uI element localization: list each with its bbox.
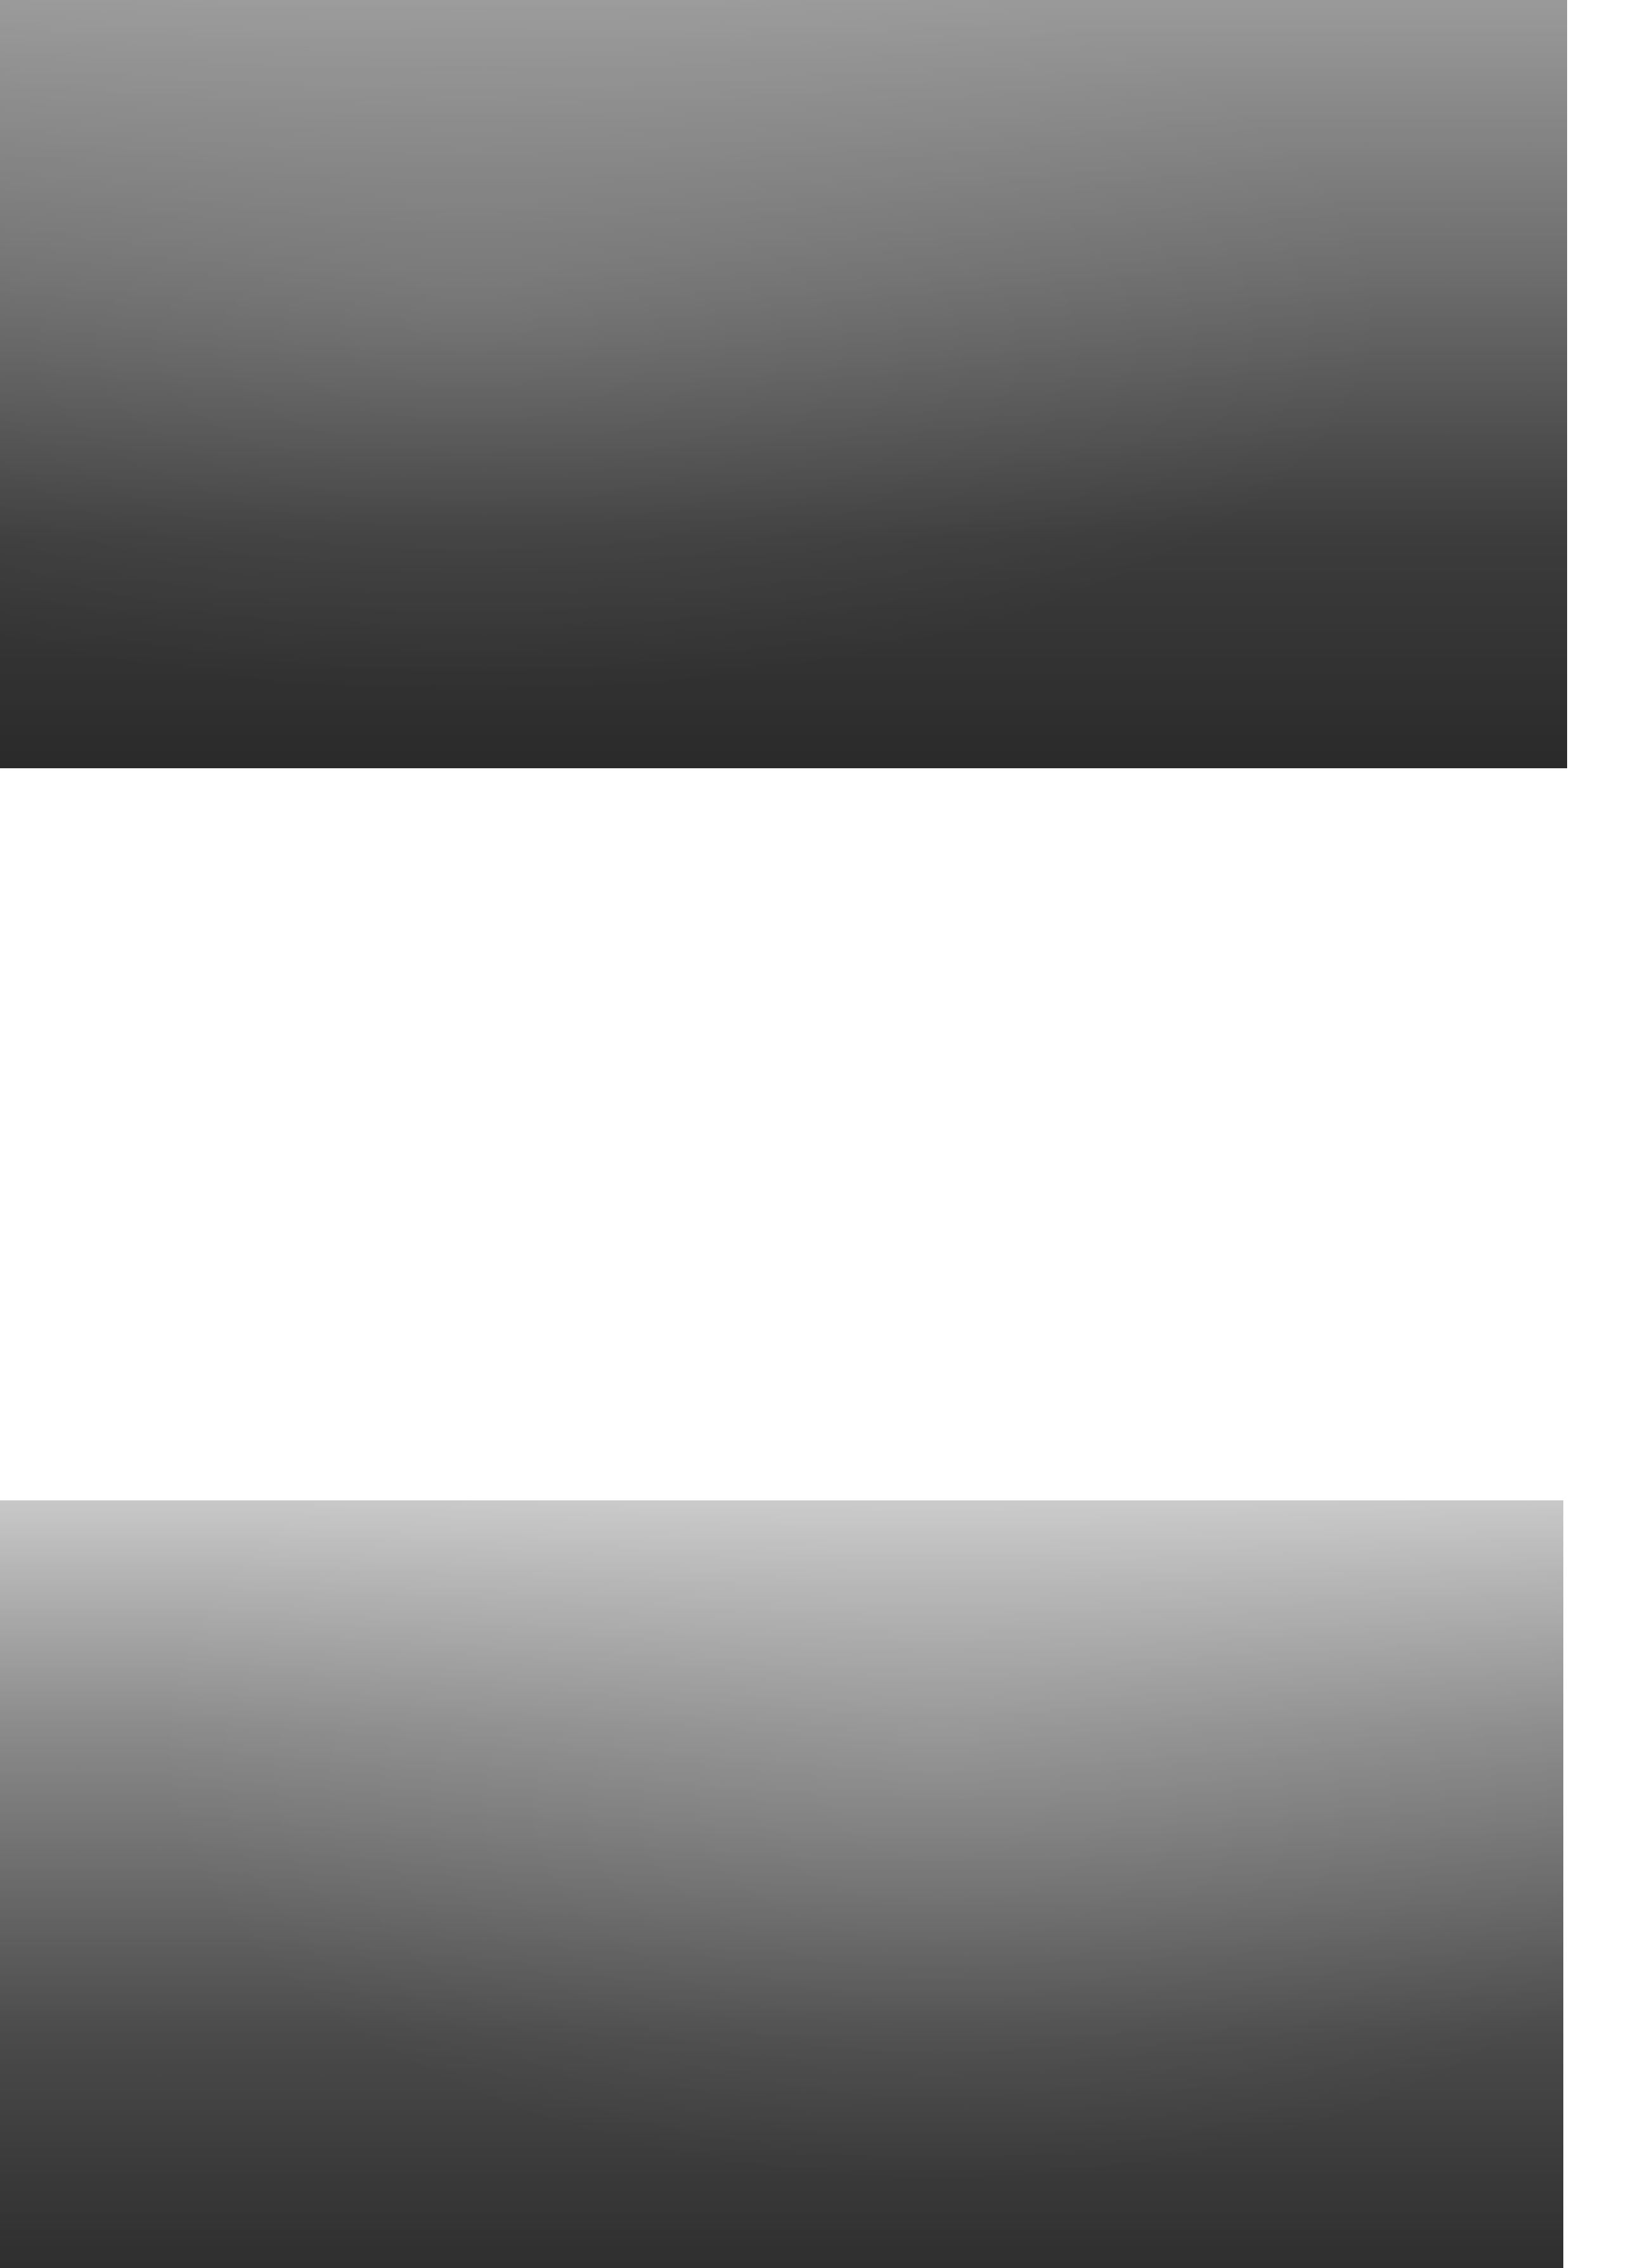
bashford-group-photo bbox=[0, 0, 1567, 768]
botkin-group-photo bbox=[0, 1500, 1563, 2268]
